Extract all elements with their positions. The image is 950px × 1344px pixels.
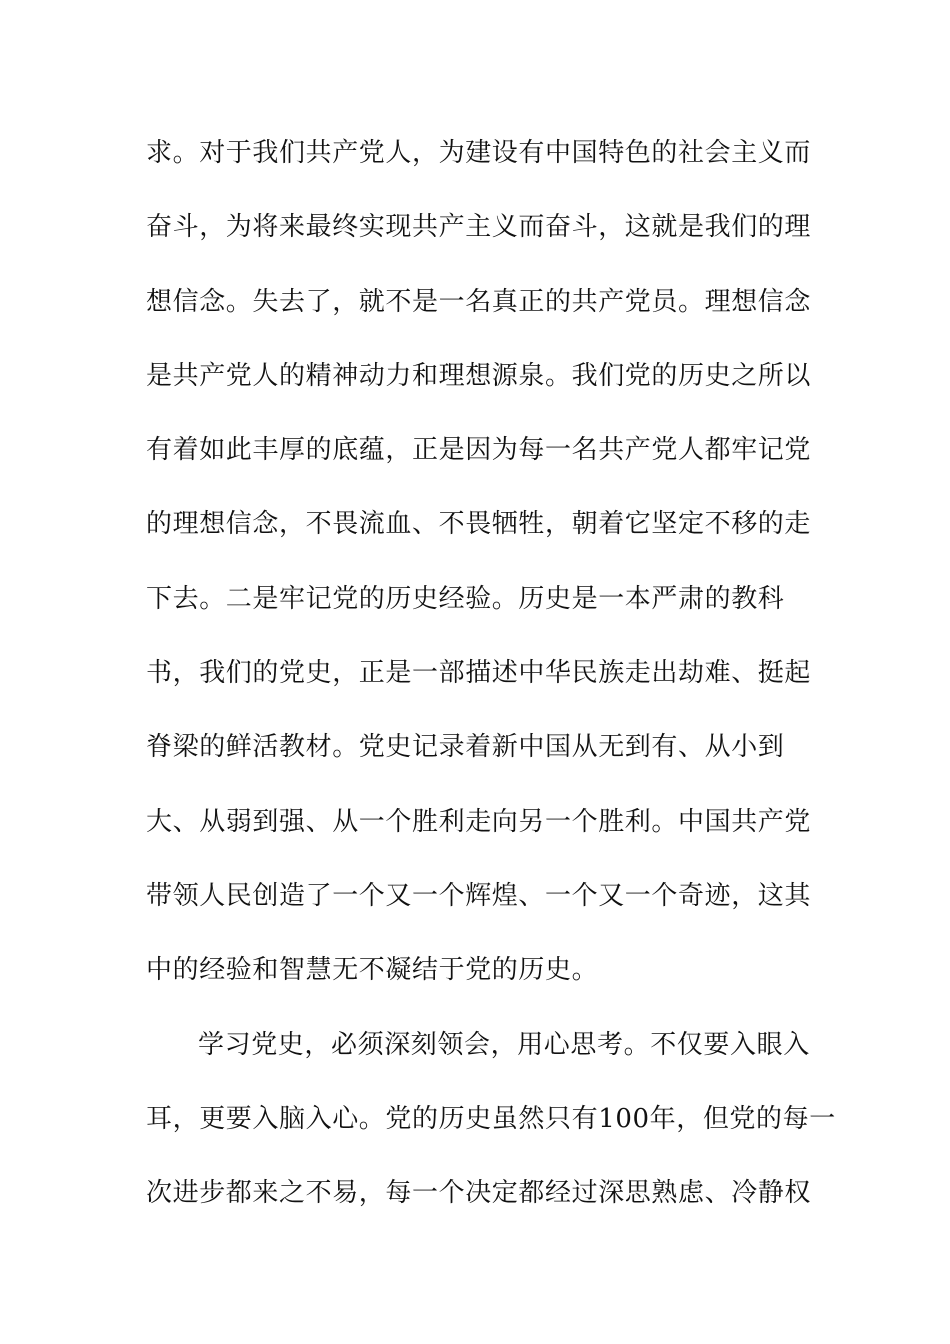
text-line: 奋斗，为将来最终实现共产主义而奋斗，这就是我们的理 xyxy=(146,212,812,243)
text-line: 次进步都来之不易，每一个决定都经过深思熟虑、冷静权 xyxy=(146,1178,812,1209)
text-line: 大、从弱到强、从一个胜利走向另一个胜利。中国共产党 xyxy=(146,806,812,837)
text-line: 有着如此丰厚的底蕴，正是因为每一名共产党人都牢记党 xyxy=(146,435,812,466)
text-line: 书，我们的党史，正是一部描述中华民族走出劫难、挺起 xyxy=(146,658,812,689)
paragraph-start-line: 学习党史，必须深刻领会，用心思考。不仅要入眼入 xyxy=(198,1029,810,1060)
text-line: 中的经验和智慧无不凝结于党的历史。 xyxy=(146,955,599,986)
document-body xyxy=(146,128,836,1242)
text-line: 求。对于我们共产党人，为建设有中国特色的社会主义而 xyxy=(146,138,812,168)
text-line: 想信念。失去了，就不是一名真正的共产党员。理想信念 xyxy=(146,286,812,317)
text-line: 耳，更要入脑入心。党的历史虽然只有100年，但党的每一 xyxy=(146,1103,836,1134)
text-line: 是共产党人的精神动力和理想源泉。我们党的历史之所以 xyxy=(146,360,812,391)
text-line: 下去。二是牢记党的历史经验。历史是一本严肃的教科 xyxy=(146,583,785,614)
text-line: 的理想信念，不畏流血、不畏牺牲，朝着它坚定不移的走 xyxy=(146,509,812,540)
text-line: 脊梁的鲜活教材。党史记录着新中国从无到有、从小到 xyxy=(146,732,785,763)
text-line: 带领人民创造了一个又一个辉煌、一个又一个奇迹，这其 xyxy=(146,880,812,911)
